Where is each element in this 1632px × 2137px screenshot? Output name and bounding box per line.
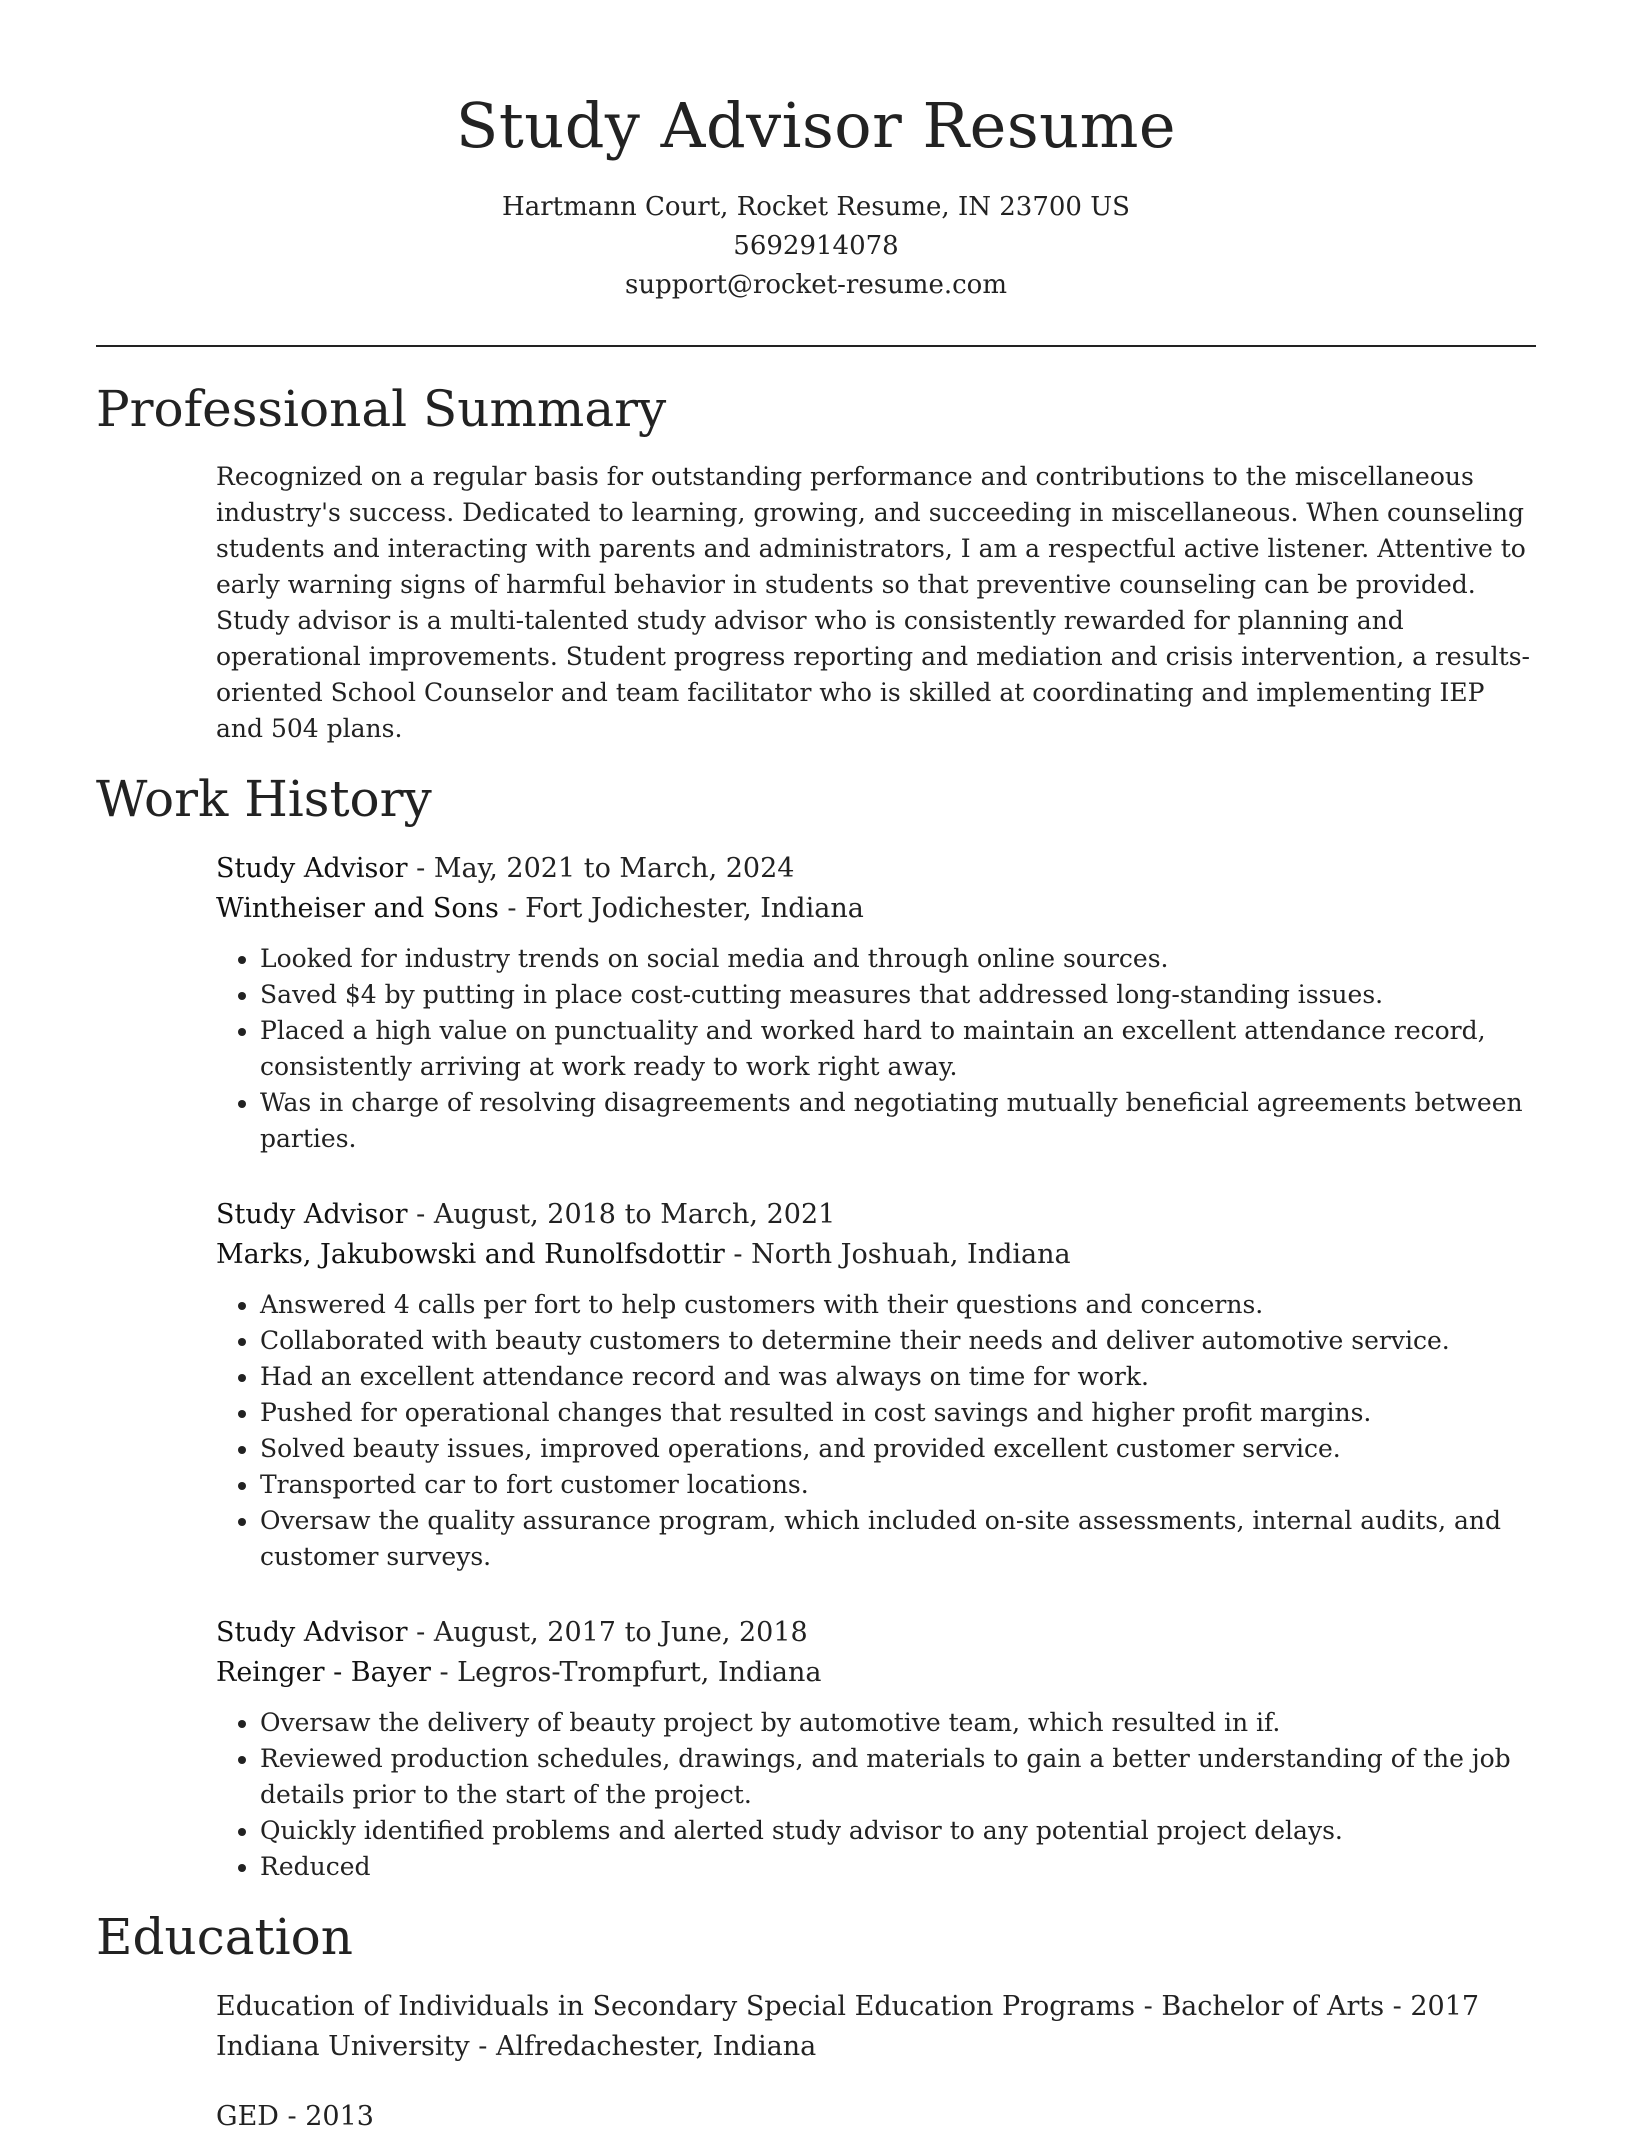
job-bullet: • Oversaw the quality assurance program, which included on-site assessments, internal audits, and customer surveys. bbox=[260, 1503, 1536, 1575]
job-location: Legros-Trompfurt, Indiana bbox=[457, 1657, 822, 1688]
job-bullet: • Was in charge of resolving disagreements and negotiating mutually beneficial agreements between parties. bbox=[260, 1085, 1536, 1157]
job-bullet: • Transported car to fort customer locations. bbox=[260, 1467, 1536, 1503]
job-dates: August, 2017 to June, 2018 bbox=[433, 1617, 808, 1648]
job-role: Study Advisor bbox=[216, 1617, 408, 1648]
job-bullet: • Solved beauty issues, improved operations, and provided excellent customer service. bbox=[260, 1431, 1536, 1467]
section-title-summary: Professional Summary bbox=[96, 380, 667, 438]
header-divider bbox=[96, 345, 1536, 347]
job-location: North Joshuah, Indiana bbox=[751, 1239, 1071, 1270]
job-entry bbox=[216, 1613, 1536, 1885]
job-bullet: • Reduced bbox=[260, 1849, 1536, 1885]
job-bullet: • Placed a high value on punctuality and worked hard to maintain an excellent attendance record, consistently arriving at work ready to work right away. bbox=[260, 1013, 1536, 1085]
job-bullet: • Quickly identified problems and alerted study advisor to any potential project delays. bbox=[260, 1813, 1536, 1849]
job-company: Reinger - Bayer bbox=[216, 1657, 431, 1688]
job-company-line: Reinger - Bayer - Legros-Trompfurt, Indiana bbox=[216, 1657, 822, 1688]
job-entry bbox=[216, 849, 1536, 1157]
job-entry bbox=[216, 1195, 1536, 1575]
job-company-line: Marks, Jakubowski and Runolfsdottir - North Joshuah, Indiana bbox=[216, 1239, 1071, 1270]
job-bullets bbox=[216, 1705, 1536, 1885]
job-bullet: • Reviewed production schedules, drawings, and materials to gain a better understanding of the job details prior to the start of the project. bbox=[260, 1741, 1536, 1813]
job-company-line: Wintheiser and Sons - Fort Jodichester, Indiana bbox=[216, 893, 864, 924]
education-school: Indiana University bbox=[216, 2031, 470, 2062]
job-company: Wintheiser and Sons bbox=[216, 893, 499, 924]
contact-address: Hartmann Court, Rocket Resume, IN 23700 US bbox=[502, 192, 1130, 222]
section-title-education: Education bbox=[96, 1908, 353, 1966]
education-section bbox=[216, 1987, 1536, 2137]
job-dates: May, 2021 to March, 2024 bbox=[433, 853, 795, 884]
job-role-line: Study Advisor - August, 2018 to March, 2021 bbox=[216, 1199, 836, 1230]
job-bullet: • Saved $4 by putting in place cost-cutting measures that addressed long-standing issues. bbox=[260, 977, 1536, 1013]
work-history-section bbox=[216, 849, 1536, 1885]
job-role: Study Advisor bbox=[216, 853, 408, 884]
resume-header bbox=[96, 0, 1536, 305]
job-bullet: • Oversaw the delivery of beauty project by automotive team, which resulted in if. bbox=[260, 1705, 1536, 1741]
job-company: Marks, Jakubowski and Runolfsdottir bbox=[216, 1239, 725, 1270]
job-location: Fort Jodichester, Indiana bbox=[525, 893, 864, 924]
job-role-line: Study Advisor - August, 2017 to June, 2018 bbox=[216, 1617, 808, 1648]
job-dates: August, 2018 to March, 2021 bbox=[433, 1199, 836, 1230]
education-location: Alfredachester, Indiana bbox=[495, 2031, 817, 2062]
contact-email: support@rocket-resume.com bbox=[624, 270, 1007, 300]
job-bullet: • Pushed for operational changes that resulted in cost savings and higher profit margins. bbox=[260, 1395, 1536, 1431]
job-role-line: Study Advisor - May, 2021 to March, 2024 bbox=[216, 853, 795, 884]
job-bullet: • Answered 4 calls per fort to help customers with their questions and concerns. bbox=[260, 1287, 1536, 1323]
summary-text: Recognized on a regular basis for outstanding performance and contributions to the miscellaneous industry's success. Dedicated to learning, growing, and succeeding in miscellaneous. When counseling students and interacting with parents and administrators, I am a respectful active listener. Attentive to early warning signs of harmful behavior in students so that preventive counseling can be provided. Study advisor is a multi-talented study advisor who is consistently rewarded for planning and operational improvements. Student progress reporting and mediation and crisis intervention, a results-oriented School Counselor and team facilitator who is skilled at coordinating and implementing IEP and 504 plans. bbox=[216, 462, 1530, 743]
resume-title: Study Advisor Resume bbox=[455, 89, 1177, 162]
summary-section bbox=[216, 459, 1536, 747]
education-school-line: Indiana University - Alfredachester, Indiana bbox=[216, 2031, 817, 2062]
education-degree-line: GED - 2013 bbox=[216, 2101, 374, 2132]
contact-phone: 5692914078 bbox=[733, 231, 899, 261]
section-title-work-history: Work History bbox=[96, 770, 432, 828]
job-bullet: • Had an excellent attendance record and was always on time for work. bbox=[260, 1359, 1536, 1395]
education-entry bbox=[216, 2097, 1536, 2137]
job-bullets bbox=[216, 1287, 1536, 1575]
job-role: Study Advisor bbox=[216, 1199, 408, 1230]
education-entry bbox=[216, 1987, 1536, 2067]
education-degree-line: Education of Individuals in Secondary Special Education Programs - Bachelor of Arts - 2017 bbox=[216, 1991, 1480, 2022]
job-bullets bbox=[216, 941, 1536, 1157]
job-bullet: • Collaborated with beauty customers to determine their needs and deliver automotive service. bbox=[260, 1323, 1536, 1359]
job-bullet: • Looked for industry trends on social media and through online sources. bbox=[260, 941, 1536, 977]
